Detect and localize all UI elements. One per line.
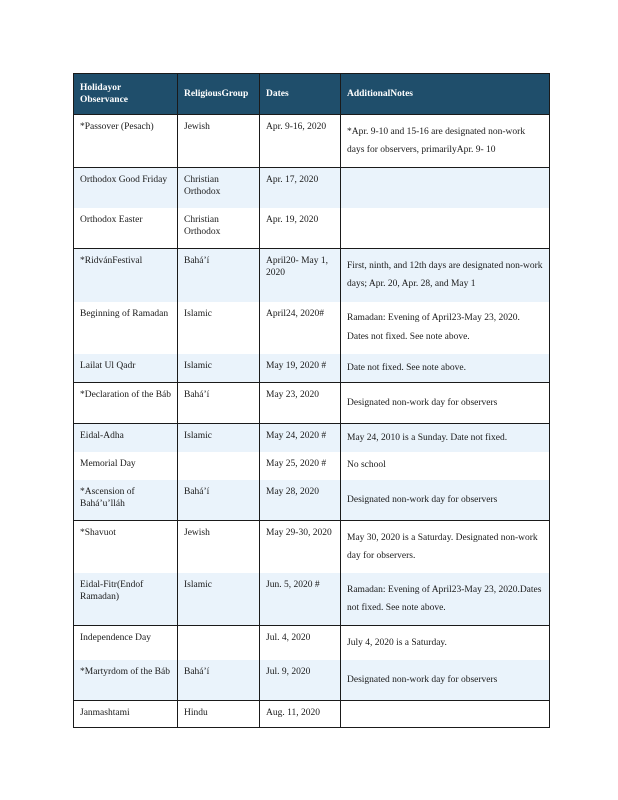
cell-holiday: Lailat Ul Qadr <box>74 354 178 383</box>
table-row <box>74 208 550 249</box>
cell-dates: Aug. 11, 2020 <box>260 701 341 728</box>
cell-holiday: Eidal-Adha <box>74 424 178 452</box>
cell-notes: Designated non-work day for observers <box>341 660 550 701</box>
cell-holiday: *Martyrdom of the Báb <box>74 660 178 701</box>
cell-holiday: *Passover (Pesach) <box>74 115 178 168</box>
cell-holiday: Memorial Day <box>74 452 178 480</box>
table-row <box>74 424 550 452</box>
header-dates: Dates <box>260 74 341 115</box>
cell-dates: May 29-30, 2020 <box>260 521 341 573</box>
cell-dates: Jun. 5, 2020 # <box>260 573 341 626</box>
cell-notes: July 4, 2020 is a Saturday. <box>341 626 550 660</box>
cell-group: Bahá’í <box>178 383 260 424</box>
cell-group: Jewish <box>178 521 260 573</box>
table-row <box>74 249 550 302</box>
cell-notes: May 24, 2010 is a Sunday. Date not fixed. <box>341 424 550 452</box>
cell-dates: May 24, 2020 # <box>260 424 341 452</box>
cell-dates: April20- May 1, 2020 <box>260 249 341 302</box>
header-additional-notes: AdditionalNotes <box>341 74 550 115</box>
table-row <box>74 168 550 208</box>
cell-group: Christian Orthodox <box>178 168 260 208</box>
table-row <box>74 452 550 480</box>
cell-dates: Apr. 9-16, 2020 <box>260 115 341 168</box>
cell-holiday: Eidal-Fitr(Endof Ramadan) <box>74 573 178 626</box>
cell-holiday: *RidvánFestival <box>74 249 178 302</box>
header-holiday: Holidayor Observance <box>74 74 178 115</box>
table-row <box>74 660 550 701</box>
cell-holiday: *Ascension of Bahá’u’lláh <box>74 480 178 521</box>
table-row <box>74 701 550 728</box>
cell-notes: First, ninth, and 12th days are designated non-work days; Apr. 20, Apr. 28, and May 1 <box>341 249 550 302</box>
table-row <box>74 521 550 573</box>
cell-dates: May 19, 2020 # <box>260 354 341 383</box>
cell-dates: Apr. 19, 2020 <box>260 208 341 249</box>
cell-notes: May 30, 2020 is a Saturday. Designated non-work day for observers. <box>341 521 550 573</box>
cell-group: Islamic <box>178 573 260 626</box>
cell-group: Islamic <box>178 354 260 383</box>
table-header-row <box>74 74 550 115</box>
cell-holiday: *Declaration of the Báb <box>74 383 178 424</box>
cell-dates: Apr. 17, 2020 <box>260 168 341 208</box>
cell-dates: May 28, 2020 <box>260 480 341 521</box>
table-row <box>74 302 550 354</box>
cell-holiday: *Shavuot <box>74 521 178 573</box>
cell-notes <box>341 168 550 208</box>
cell-notes: Designated non-work day for observers <box>341 383 550 424</box>
holiday-table <box>73 73 550 728</box>
cell-group: Bahá’í <box>178 249 260 302</box>
cell-dates: May 25, 2020 # <box>260 452 341 480</box>
table-row <box>74 115 550 168</box>
table-row <box>74 573 550 626</box>
cell-holiday: Beginning of Ramadan <box>74 302 178 354</box>
cell-dates: Jul. 4, 2020 <box>260 626 341 660</box>
table-row <box>74 383 550 424</box>
cell-dates: Jul. 9, 2020 <box>260 660 341 701</box>
cell-group: Hindu <box>178 701 260 728</box>
header-religious-group: ReligiousGroup <box>178 74 260 115</box>
cell-group: Bahá’í <box>178 660 260 701</box>
cell-notes: Date not fixed. See note above. <box>341 354 550 383</box>
cell-holiday: Orthodox Easter <box>74 208 178 249</box>
cell-group: Jewish <box>178 115 260 168</box>
cell-dates: April24, 2020# <box>260 302 341 354</box>
cell-holiday: Orthodox Good Friday <box>74 168 178 208</box>
cell-holiday: Independence Day <box>74 626 178 660</box>
cell-notes: No school <box>341 452 550 480</box>
cell-group: Bahá’í <box>178 480 260 521</box>
cell-notes: Ramadan: Evening of April23-May 23, 2020. Dates not fixed. See note above. <box>341 302 550 354</box>
cell-notes: *Apr. 9-10 and 15-16 are designated non-work days for observers, primarilyApr. 9- 10 <box>341 115 550 168</box>
table-row <box>74 480 550 521</box>
cell-notes: Designated non-work day for observers <box>341 480 550 521</box>
cell-notes: Ramadan: Evening of April23-May 23, 2020.Dates not fixed. See note above. <box>341 573 550 626</box>
cell-notes <box>341 701 550 728</box>
cell-group: Islamic <box>178 424 260 452</box>
cell-group <box>178 452 260 480</box>
cell-group: Christian Orthodox <box>178 208 260 249</box>
cell-dates: May 23, 2020 <box>260 383 341 424</box>
cell-group: Islamic <box>178 302 260 354</box>
cell-notes <box>341 208 550 249</box>
cell-group <box>178 626 260 660</box>
table-row <box>74 354 550 383</box>
cell-holiday: Janmashtami <box>74 701 178 728</box>
table-row <box>74 626 550 660</box>
holiday-table-container <box>73 73 549 728</box>
